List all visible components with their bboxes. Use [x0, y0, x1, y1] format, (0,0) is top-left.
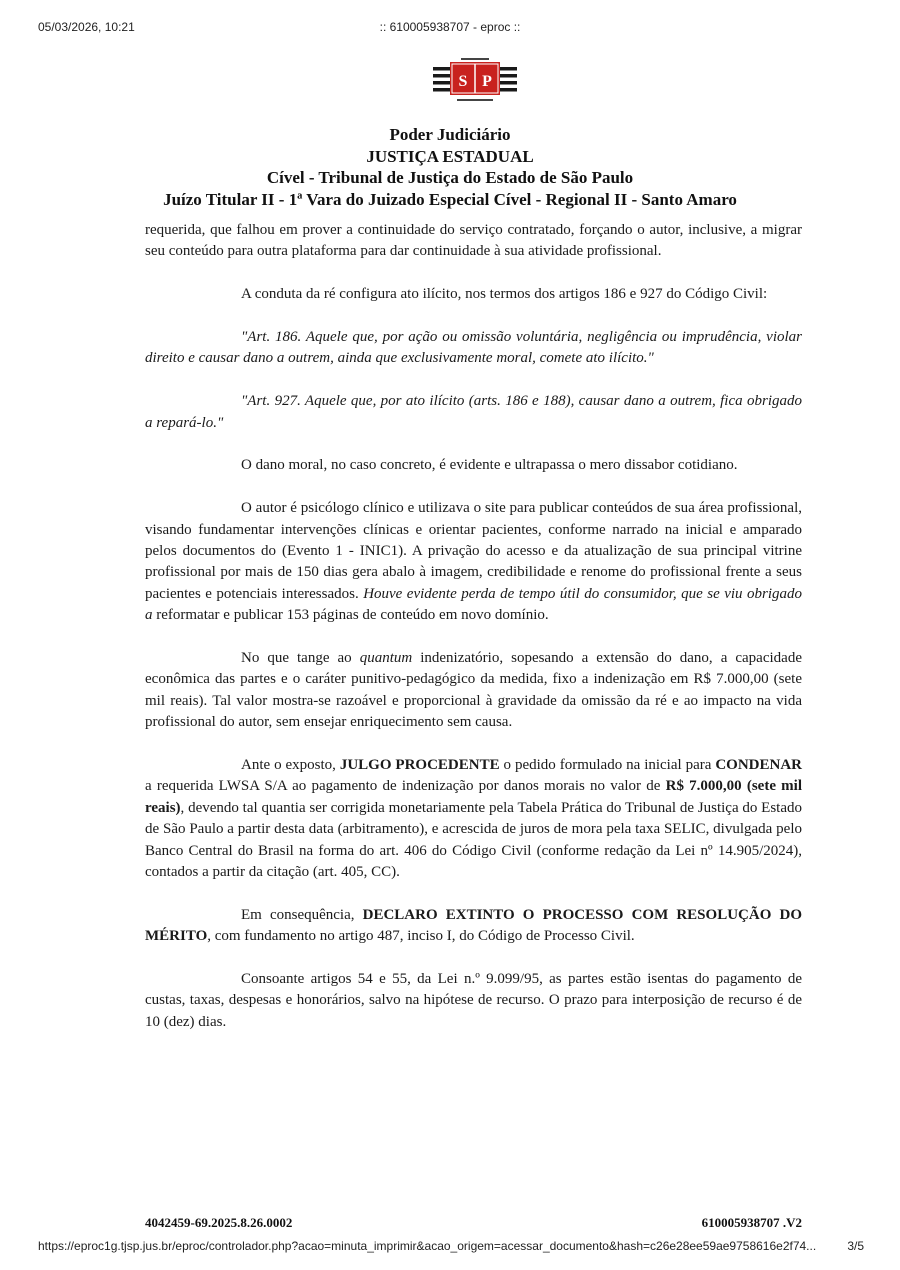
paragraph-continuation: requerida, que falhou em prover a continuidade do serviço contratado, forçando o autor, inclusive, a migrar seu conteúdo para outra plataforma para dar continuidade à sua atividade profissional.: [145, 222, 802, 260]
text-segment: Ante o exposto,: [241, 757, 340, 774]
print-page-title: :: 610005938707 - eproc ::: [379, 20, 521, 34]
tjsp-seal-icon: [433, 57, 517, 103]
paragraph-autor: [145, 498, 802, 626]
paragraph-dano-moral: O dano moral, no caso concreto, é evidente e ultrapassa o mero dissabor cotidiano.: [241, 457, 738, 474]
print-datetime: 05/03/2026, 10:21: [38, 20, 135, 34]
bold-segment: CONDENAR: [715, 757, 803, 774]
print-url: https://eproc1g.tjsp.jus.br/eproc/controlador.php?acao=minuta_imprimir&acao_origem=acessar_documento&hash=c26e28ee59ae9758616e2f74...: [38, 1239, 817, 1253]
text-segment: O autor é psicólogo clínico e utilizava o site para publicar conteúdos de sua área profissional, visando fundamentar intervenções clínicas e orientar pacientes, conforme narrado na inicial e amparado pelos documentos do (Evento 1 - INIC1). A privação do acesso e da atualização de sua principal vitrine profissional por mais de 150 dias gera abalo à imagem, credibilidade e renome do profissional frente a seus pacientes e potenciais interessados.: [145, 500, 802, 602]
print-footer: [0, 1239, 900, 1255]
court-header-line2: JUSTIÇA ESTADUAL: [366, 146, 534, 166]
paragraph-custas: Consoante artigos 54 e 55, da Lei n.º 9.099/95, as partes estão isentas do pagamento de custas, taxas, despesas e honorários, salvo na hipótese de recurso. O prazo para interposição de recurso é de 10 (dez) dias.: [145, 971, 802, 1030]
svg-text:P: P: [482, 73, 492, 90]
bold-segment: DECLARO EXTINTO O PROCESSO COM RESOLUÇÃO DO MÉRITO: [145, 906, 802, 945]
text-segment: Em consequência,: [241, 906, 363, 923]
process-number: 4042459-69.2025.8.26.0002: [145, 1215, 293, 1230]
quote-art-186: "Art. 186. Aquele que, por ação ou omissão voluntária, negligência ou imprudência, violar direito e causar dano a outrem, ainda que exclusivamente moral, comete ato ilícito.": [145, 329, 802, 367]
quote-art-927: "Art. 927. Aquele que, por ato ilícito (arts. 186 e 188), causar dano a outrem, fica obrigado a repará-lo.": [145, 393, 802, 431]
text-segment: a requerida LWSA S/A ao pagamento de indenização por danos morais no valor de: [145, 778, 666, 795]
paragraph-quantum: [145, 648, 802, 734]
court-header-line4: Juízo Titular II - 1ª Vara do Juizado Especial Cível - Regional II - Santo Amaro: [163, 189, 737, 209]
svg-text:S: S: [458, 73, 468, 90]
paragraph-dispositivo: [145, 755, 802, 883]
text-segment: , com fundamento no artigo 487, inciso I, do Código de Processo Civil.: [207, 928, 635, 945]
text-segment: o pedido formulado na inicial para: [499, 757, 716, 774]
paragraph-ato-ilicito: A conduta da ré configura ato ilícito, nos termos dos artigos 186 e 927 do Código Civil:: [241, 286, 768, 303]
paragraph-extincao: [145, 905, 802, 948]
text-segment: No que tange ao: [241, 650, 360, 667]
document-footer: [145, 1215, 802, 1233]
italic-segment: Houve evidente perda de tempo útil do consumidor, que se viu obrigado a: [145, 585, 803, 624]
court-header-line1: Poder Judiciário: [389, 125, 511, 144]
print-header: [0, 20, 900, 36]
court-header: [0, 124, 900, 210]
italic-segment: quantum: [359, 650, 413, 667]
document-id: 610005938707 .V2: [701, 1215, 802, 1230]
bold-segment: R$ 7.000,00 (sete mil reais): [145, 778, 802, 816]
bold-segment: JULGO PROCEDENTE: [339, 757, 500, 774]
text-segment: reformatar e publicar 153 páginas de conteúdo em novo domínio.: [152, 607, 549, 624]
print-page-indicator: 3/5: [847, 1239, 864, 1253]
text-segment: , devendo tal quantia ser corrigida monetariamente pela Tabela Prática do Tribunal de Justiça do Estado de São Paulo a partir desta data (arbitramento), e acrescida de juros de mora pela taxa SELIC, divulgada pelo Banco Central do Brasil na forma do art. 406 do Código Civil (conforme redação da Lei nº 14.905/2024), contados a partir da citação (art. 405, CC).: [145, 799, 802, 881]
court-header-line3: Cível - Tribunal de Justiça do Estado de São Paulo: [266, 168, 634, 187]
text-segment: indenizatório, sopesando a extensão do dano, a capacidade econômica das partes e o caráter punitivo-pedagógico da medida, fixo a indenização em R$ 7.000,00 (sete mil reais). Tal valor mostra-se razoável e proporcional à gravidade da omissão da ré e ao impacto na vida profissional do autor, sem ensejar enriquecimento sem causa.: [145, 650, 802, 731]
document-body: [145, 220, 802, 1055]
